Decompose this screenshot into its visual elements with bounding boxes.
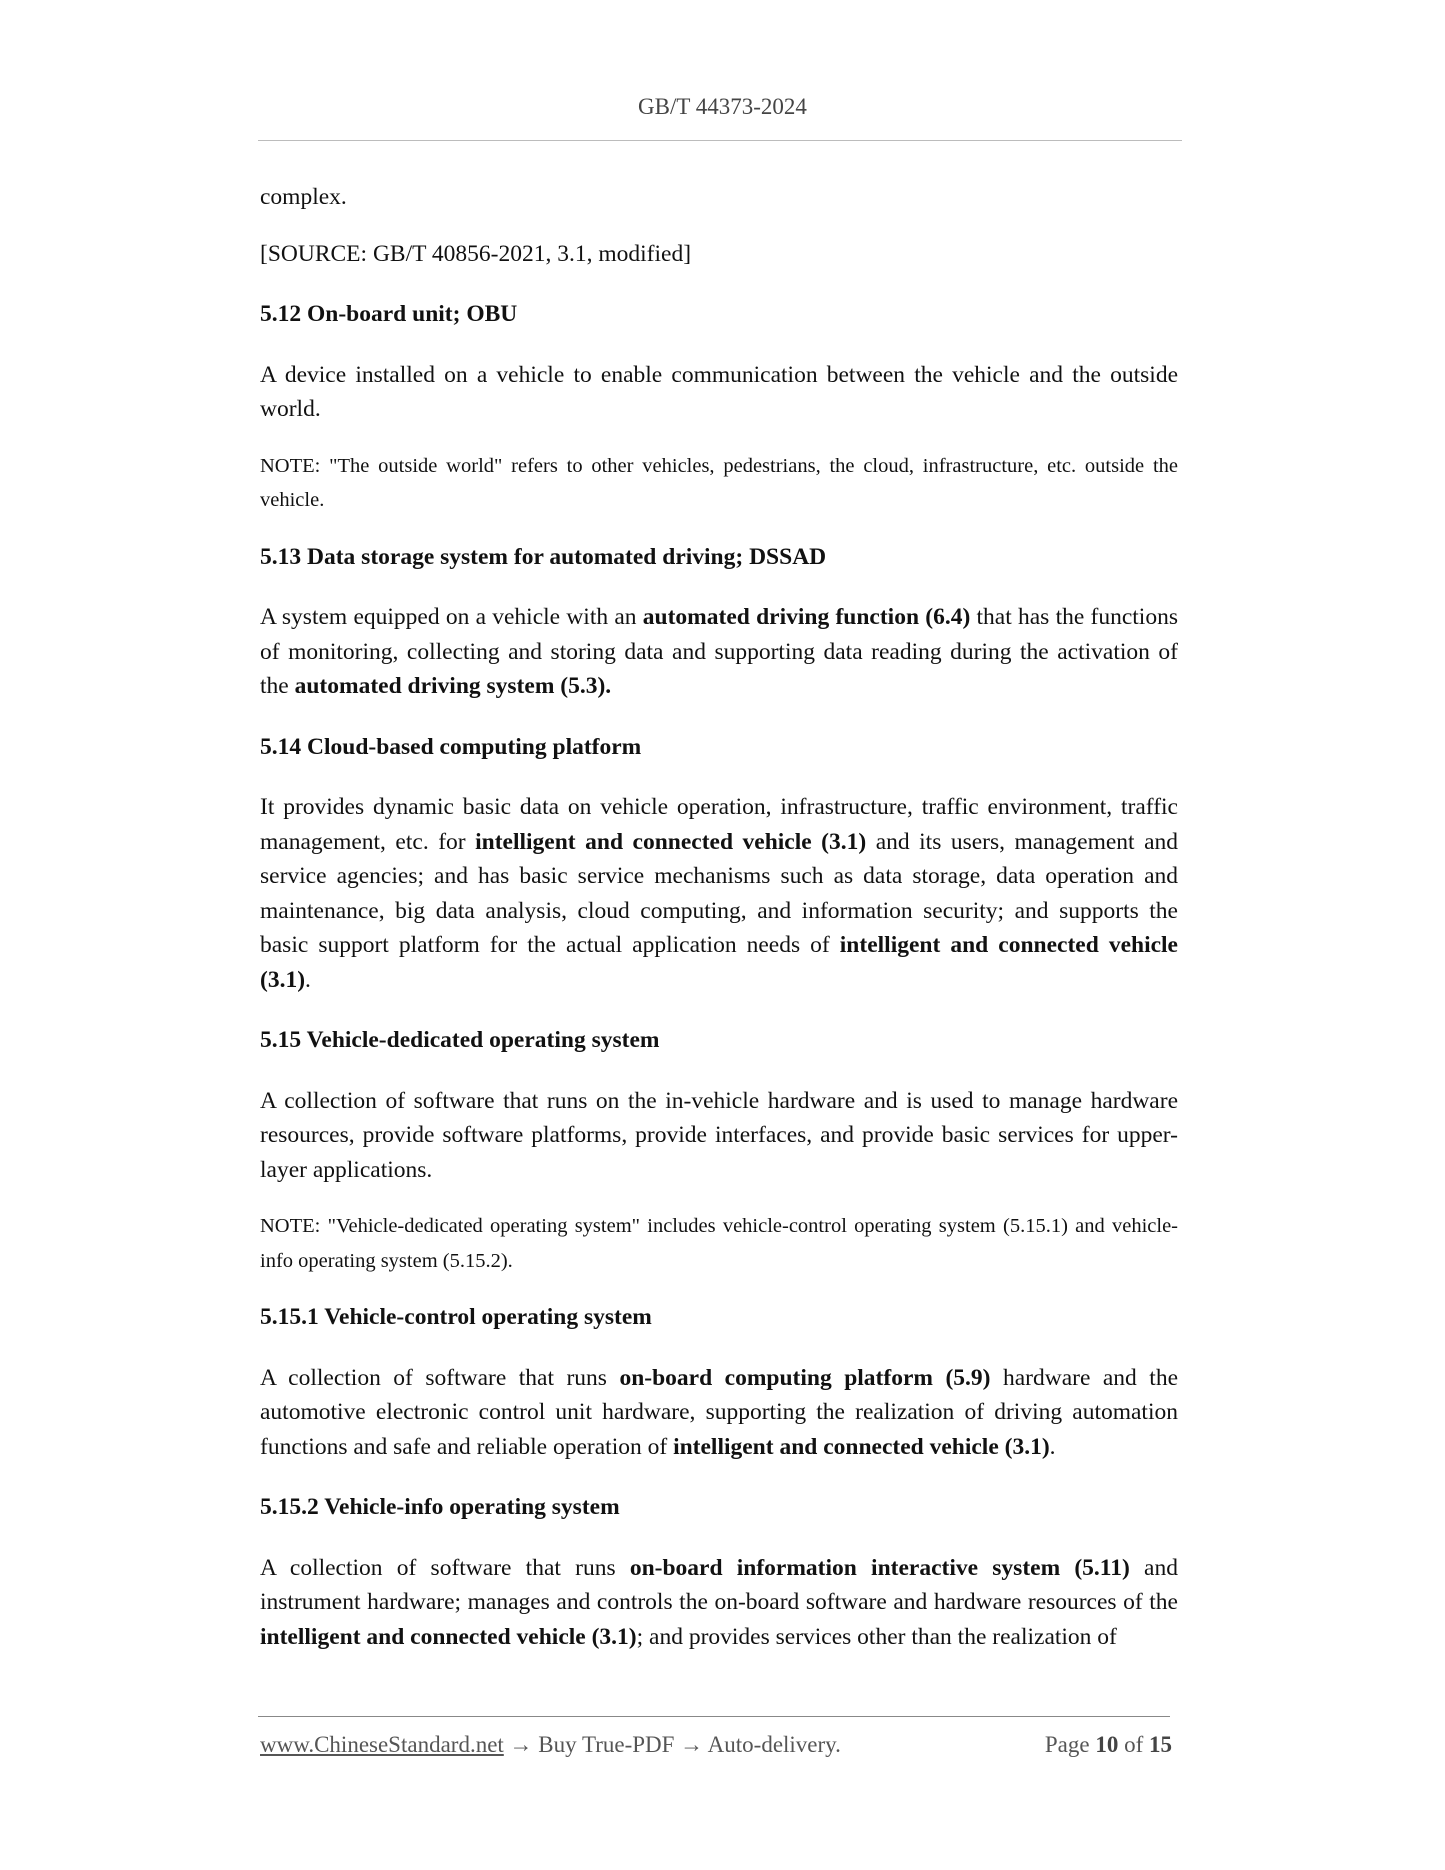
note-5-15: NOTE: "Vehicle-dedicated operating system" includes vehicle-control operating system (5.15.1) and vehicle-info operating system (5.15.2).	[260, 1215, 1178, 1272]
footer-divider	[258, 1716, 1170, 1717]
definition-5-14	[260, 790, 1178, 997]
page-content	[260, 180, 1178, 1654]
section-heading-5-15-1: 5.15.1 Vehicle-control operating system	[260, 1304, 652, 1330]
website-link[interactable]: www.ChineseStandard.net	[260, 1732, 504, 1757]
definition-5-13	[260, 600, 1178, 704]
definition-5-15-2	[260, 1551, 1178, 1655]
text-run: It provides dynamic basic data on vehicle operation, infrastructure, traffic environment, traffic management, etc. for	[260, 794, 1178, 855]
text-run: A collection of software that runs	[260, 1364, 620, 1391]
note-5-12: NOTE: "The outside world" refers to other vehicles, pedestrians, the cloud, infrastructure, etc. outside the vehicle.	[260, 454, 1178, 511]
term-reference: on-board information interactive system (5.11)	[629, 1554, 1130, 1581]
current-page-number: 10	[1095, 1732, 1119, 1757]
section-heading-5-12: 5.12 On-board unit; OBU	[260, 301, 518, 327]
page-counter	[1045, 1732, 1172, 1758]
text-run: and its users, management and service agencies; and has basic service mechanisms such as data storage, data operation and maintenance, big data analysis, cloud computing, and information security; and supports the basic support platform for the actual application needs of	[260, 828, 1179, 958]
term-reference: on-board computing platform (5.9)	[619, 1364, 991, 1391]
footer-promo	[260, 1732, 841, 1758]
section-heading-5-15: 5.15 Vehicle-dedicated operating system	[260, 1027, 660, 1053]
paragraph-continuation: complex.	[260, 184, 347, 210]
total-pages: 15	[1149, 1732, 1172, 1757]
source-citation: [SOURCE: GB/T 40856-2021, 3.1, modified]	[260, 240, 692, 267]
section-heading-5-14: 5.14 Cloud-based computing platform	[260, 733, 642, 760]
text-run: that has the functions of monitoring, collecting and storing data and supporting data reading during the activation of the	[260, 604, 1178, 699]
of-label: of	[1124, 1732, 1144, 1757]
text-run: .	[1049, 1433, 1056, 1460]
page-header-doc-id: GB/T 44373-2024	[638, 94, 807, 119]
definition-5-12: A device installed on a vehicle to enable communication between the vehicle and the outside world.	[260, 361, 1178, 422]
text-run: hardware and the automotive electronic control unit hardware, supporting the realization of driving automation functions and safe and reliable operation of	[260, 1364, 1178, 1460]
term-reference: intelligent and connected vehicle (3.1)	[260, 1623, 637, 1650]
text-run: .	[305, 966, 311, 993]
term-reference: intelligent and connected vehicle (3.1)	[260, 932, 1178, 993]
term-reference: intelligent and connected vehicle (3.1)	[475, 828, 867, 855]
term-reference: intelligent and connected vehicle (3.1)	[673, 1433, 1050, 1460]
header-divider	[258, 140, 1182, 141]
footer-promo-text: → Buy True-PDF → Auto-delivery.	[503, 1732, 841, 1757]
term-reference: automated driving system (5.3).	[294, 673, 612, 699]
definition-5-15: A collection of software that runs on the in-vehicle hardware and is used to manage hardware resources, provide software platforms, provide interfaces, and provide basic services for upper-layer applications.	[260, 1087, 1178, 1183]
page-label: Page	[1044, 1732, 1090, 1757]
section-heading-5-15-2: 5.15.2 Vehicle-info operating system	[260, 1494, 620, 1520]
text-run: and instrument hardware; manages and controls the on-board software and hardware resources of the	[260, 1554, 1178, 1615]
text-run: ; and provides services other than the realization of	[636, 1623, 1117, 1650]
definition-5-15-1	[260, 1361, 1178, 1465]
section-heading-5-13: 5.13 Data storage system for automated driving; DSSAD	[260, 543, 827, 570]
text-run: A system equipped on a vehicle with an	[260, 604, 643, 630]
text-run: A collection of software that runs	[260, 1554, 630, 1581]
term-reference: automated driving function (6.4)	[642, 604, 971, 630]
